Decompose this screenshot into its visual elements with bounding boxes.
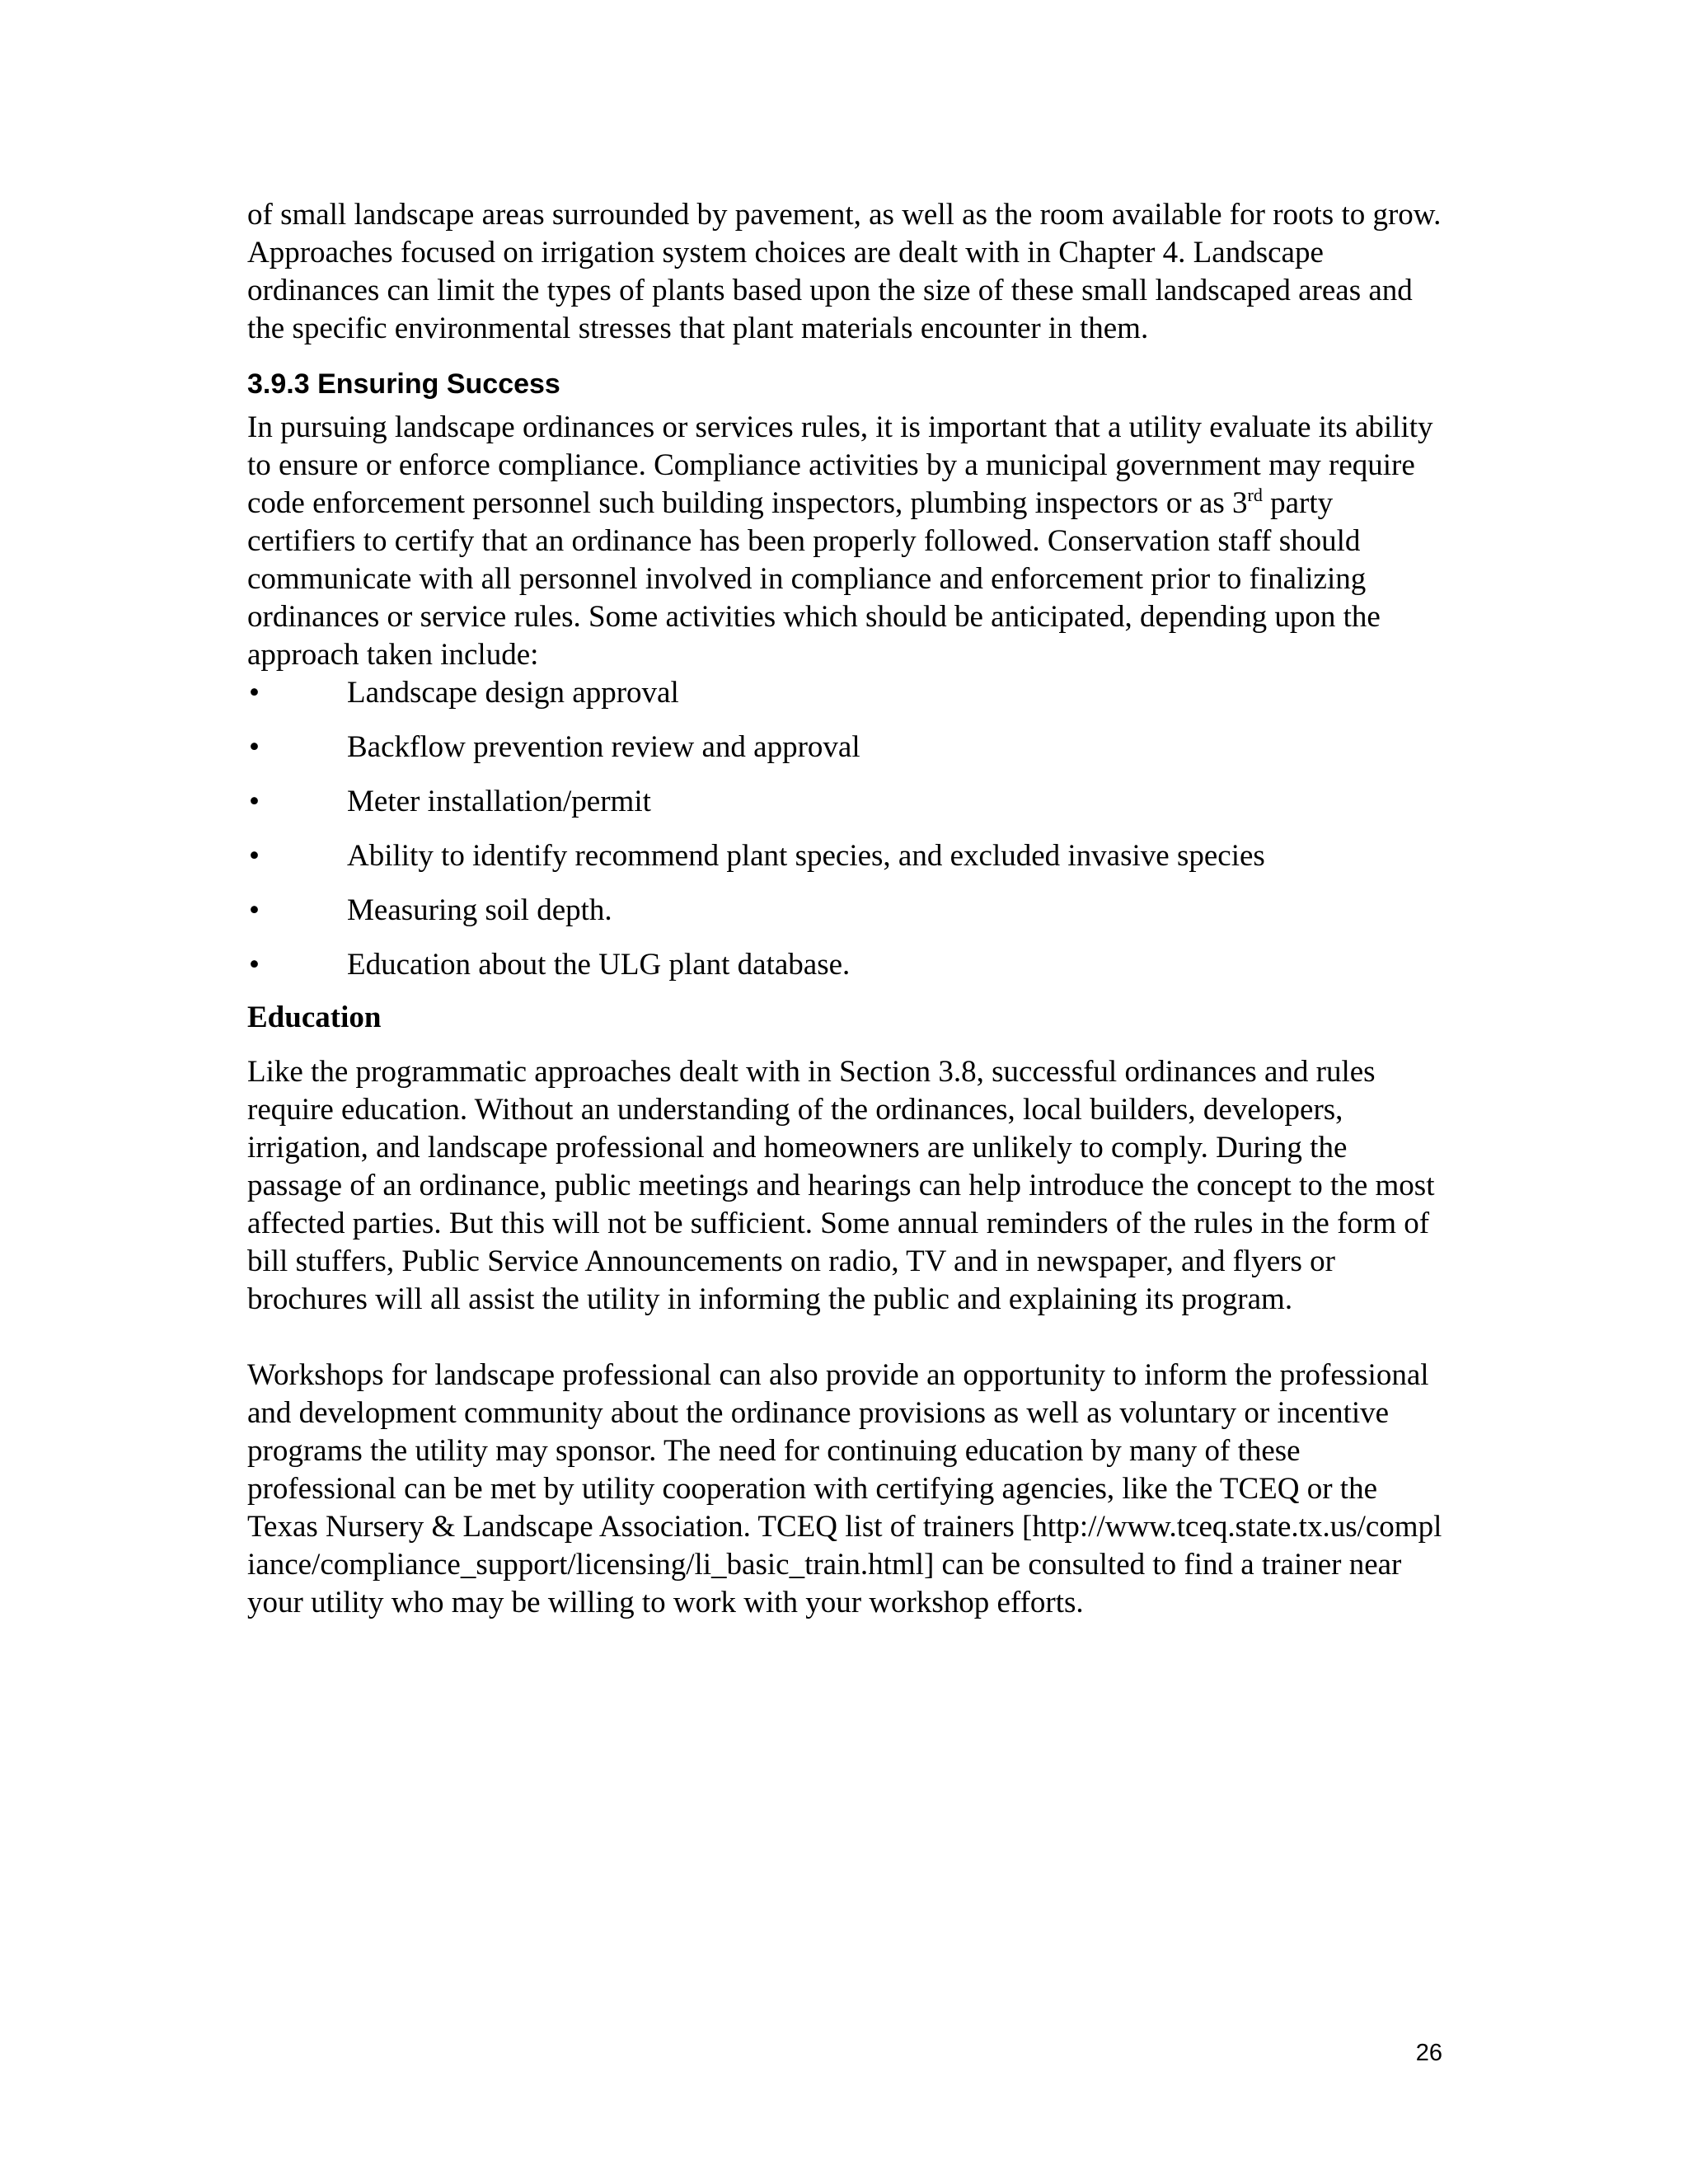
workshops-paragraph (247, 1357, 1442, 1622)
bullet-icon: • (249, 785, 260, 818)
trainers-url: [http://www.tceq.state.tx.us/compliance/compliance_support/licensing/li_basic_train.html] (247, 1510, 1442, 1582)
education-paragraph: Like the programmatic approaches dealt with in Section 3.8, successful ordinances and rules require education. Without an understanding of the ordinances, local builders, developers, irrigation, and landscape professional and homeowners are unlikely to comply. During the passage of an ordinance, public meetings and hearings can help introduce the concept to the most affected parties. But this will not be sufficient. Some annual reminders of the rules in the form of bill stuffers, Public Service Announcements on radio, TV and in newspaper, and flyers or brochures will all assist the utility in informing the public and explaining its program. (247, 1055, 1435, 1316)
list-item-text: Measuring soil depth. (347, 893, 612, 927)
list-item (247, 892, 1442, 930)
list-item (247, 946, 1442, 984)
intro-paragraph: of small landscape areas surrounded by pavement, as well as the room available for roots to grow. Approaches focused on irrigation system choices are dealt with in Chapter 4. Landscape ordinances can limit the types of plants based upon the size of these small landscaped areas and the specific environmental stresses that plant materials encounter in them. (247, 198, 1442, 345)
list-item (247, 783, 1442, 821)
bullet-icon: • (249, 948, 260, 982)
bullet-icon: • (249, 893, 260, 927)
list-item-text: Education about the ULG plant database. (347, 948, 851, 982)
ensuring-success-text-1: In pursuing landscape ordinances or services rules, it is important that a utility evaluate its ability to ensure or enforce compliance. Compliance activities by a municipal government may require code enforcement personnel such building inspectors, plumbing inspectors or as 3 (247, 410, 1433, 520)
list-item (247, 729, 1442, 766)
list-item-text: Backflow prevention review and approval (347, 730, 860, 764)
section-heading: 3.9.3 Ensuring Success (247, 368, 560, 400)
ensuring-success-paragraph (247, 409, 1442, 674)
page-content (247, 196, 1442, 1622)
workshops-text-2: can be consulted to find a trainer near your utility who may be willing to work with your workshop efforts. (247, 1548, 1402, 1619)
list-item (247, 674, 1442, 712)
bullet-icon: • (249, 676, 260, 710)
page-number: 26 (1415, 2040, 1442, 2066)
bullet-icon: • (249, 730, 260, 764)
list-item (247, 837, 1442, 875)
bullet-icon: • (249, 839, 260, 873)
education-heading: Education (247, 1001, 382, 1034)
workshops-text-1: Workshops for landscape professional can also provide an opportunity to inform the professional and development community about the ordinance provisions as well as voluntary or incentive programs the utility may sponsor. The need for continuing education by many of these professional can be met by utility cooperation with certifying agencies, like the TCEQ or the Texas Nursery & Landscape Association. TCEQ list of trainers (247, 1358, 1429, 1544)
list-item-text: Meter installation/permit (347, 785, 651, 818)
list-item-text: Landscape design approval (347, 676, 679, 710)
ordinal-superscript: rd (1247, 485, 1263, 505)
activities-bullet-list (247, 674, 1442, 984)
ensuring-success-text-2: party certifiers to certify that an ordinance has been properly followed. Conservation staff should communicate with all personnel involved in compliance and enforcement prior to finalizing ordinances or service rules. Some activities which should be anticipated, depending upon the approach taken include: (247, 486, 1381, 672)
list-item-text: Ability to identify recommend plant species, and excluded invasive species (347, 839, 1265, 873)
